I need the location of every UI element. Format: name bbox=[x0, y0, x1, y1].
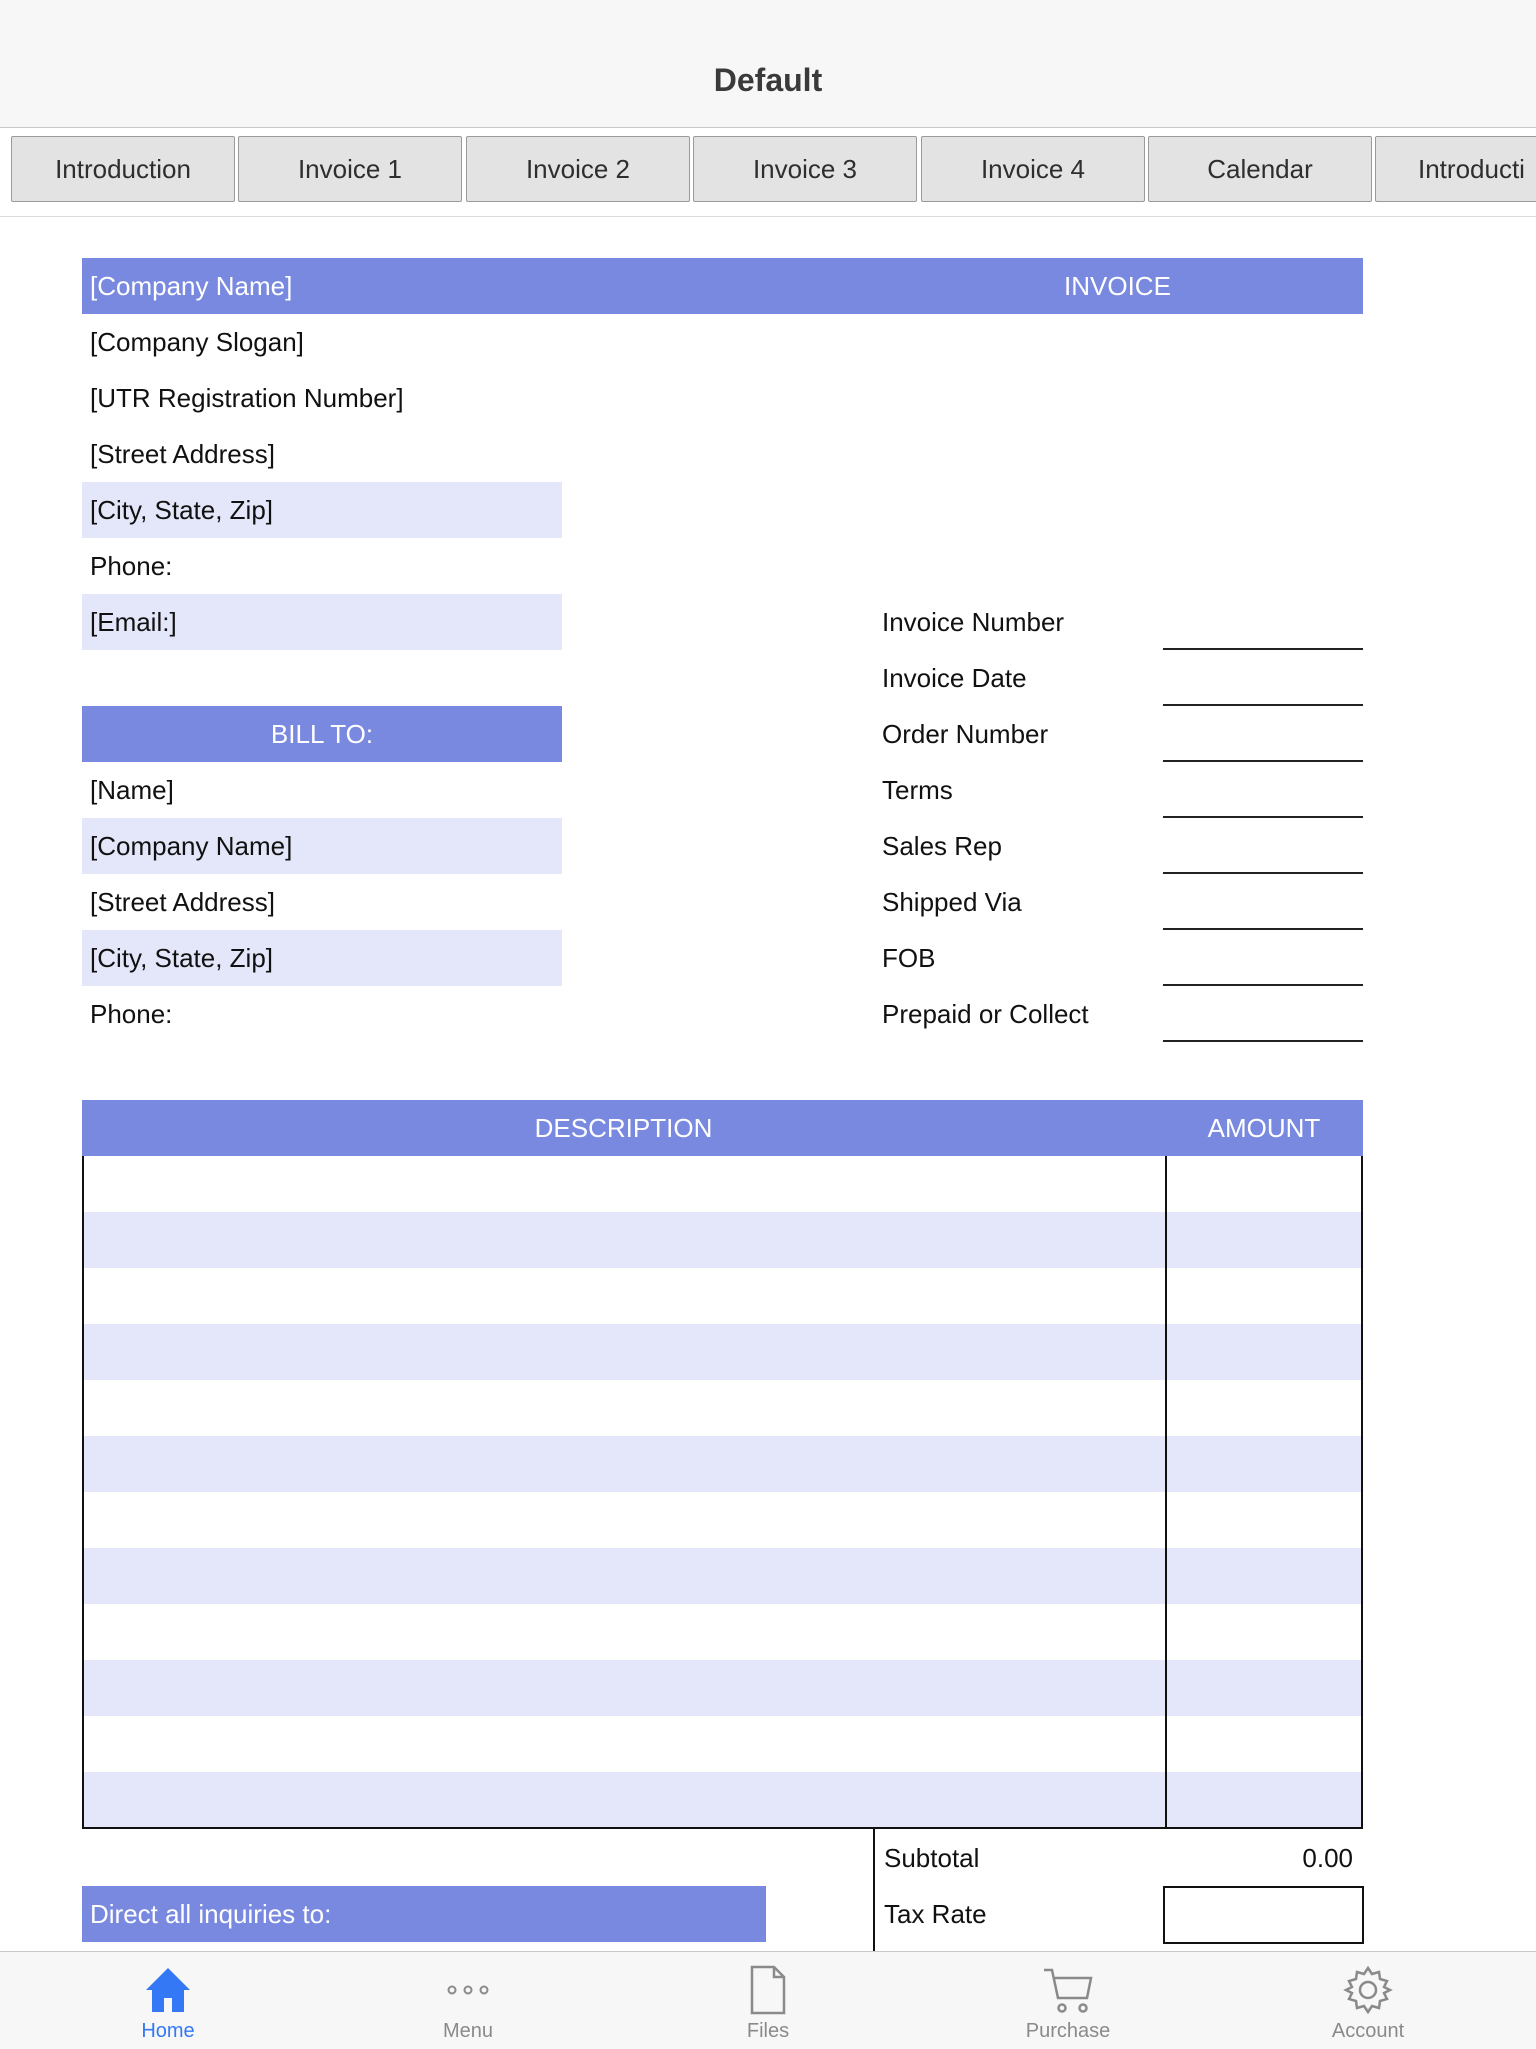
shipped-via-label: Shipped Via bbox=[882, 886, 1022, 917]
terms-field[interactable] bbox=[1163, 816, 1363, 818]
amount-header: AMOUNT bbox=[1207, 1112, 1321, 1143]
company-utr[interactable]: [UTR Registration Number] bbox=[90, 382, 404, 413]
document-title: Default bbox=[713, 62, 823, 98]
nav-menu[interactable] bbox=[318, 1952, 618, 2049]
invoice-sheet bbox=[0, 217, 1536, 1951]
table-row[interactable] bbox=[84, 1548, 1361, 1604]
company-header-band[interactable] bbox=[82, 258, 1363, 314]
sales-rep-label: Sales Rep bbox=[882, 830, 1002, 861]
items-table-header bbox=[82, 1100, 1363, 1156]
terms-label: Terms bbox=[882, 774, 953, 805]
nav-files[interactable] bbox=[618, 1952, 918, 2049]
subtotal-label: Subtotal bbox=[884, 1842, 980, 1873]
table-row[interactable] bbox=[84, 1660, 1361, 1716]
shipped-via-field[interactable] bbox=[1163, 928, 1363, 930]
home-icon bbox=[142, 1962, 194, 2018]
more-dots-icon bbox=[442, 1962, 494, 2018]
company-phone[interactable]: Phone: bbox=[90, 550, 173, 581]
bill-to-phone[interactable]: Phone: bbox=[90, 998, 173, 1029]
company-email[interactable]: [Email:] bbox=[82, 594, 562, 650]
company-city[interactable]: [City, State, Zip] bbox=[82, 482, 562, 538]
invoice-number-field[interactable] bbox=[1163, 648, 1363, 650]
tab-invoice-4[interactable]: Invoice 4 bbox=[921, 136, 1145, 202]
tax-rate-label: Tax Rate bbox=[884, 1898, 987, 1929]
bill-to-header: BILL TO: bbox=[82, 706, 562, 762]
nav-home-label: Home bbox=[141, 2020, 195, 2042]
bill-to-name[interactable]: [Name] bbox=[90, 774, 174, 805]
table-row[interactable] bbox=[84, 1212, 1361, 1268]
invoice-title: INVOICE bbox=[1064, 270, 1171, 301]
fob-label: FOB bbox=[882, 942, 936, 973]
fob-field[interactable] bbox=[1163, 984, 1363, 986]
table-row[interactable] bbox=[84, 1772, 1361, 1828]
bill-to-company[interactable]: [Company Name] bbox=[82, 818, 562, 874]
nav-purchase[interactable] bbox=[918, 1952, 1218, 2049]
prepaid-or-collect-label: Prepaid or Collect bbox=[882, 998, 1089, 1029]
tax-rate-input[interactable] bbox=[1163, 1886, 1364, 1944]
bill-to-city[interactable]: [City, State, Zip] bbox=[82, 930, 562, 986]
nav-files-label: Files bbox=[746, 2020, 790, 2042]
file-icon bbox=[746, 1962, 790, 2018]
nav-home[interactable] bbox=[18, 1952, 318, 2049]
tab-introduction[interactable]: Introduction bbox=[11, 136, 235, 202]
order-number-field[interactable] bbox=[1163, 760, 1363, 762]
items-table[interactable] bbox=[82, 1156, 1363, 1829]
company-slogan[interactable]: [Company Slogan] bbox=[90, 326, 304, 357]
description-header: DESCRIPTION bbox=[534, 1112, 713, 1143]
nav-purchase-label: Purchase bbox=[1025, 2020, 1111, 2042]
invoice-number-label: Invoice Number bbox=[882, 606, 1065, 637]
company-name: [Company Name] bbox=[90, 270, 293, 301]
invoice-date-label: Invoice Date bbox=[882, 662, 1027, 693]
subtotal-value: 0.00 bbox=[1302, 1842, 1353, 1873]
bill-to-street[interactable]: [Street Address] bbox=[90, 886, 275, 917]
cart-icon bbox=[1041, 1962, 1095, 2018]
table-row[interactable] bbox=[84, 1324, 1361, 1380]
table-row[interactable] bbox=[84, 1436, 1361, 1492]
inquiries-band[interactable]: Direct all inquiries to: bbox=[82, 1886, 766, 1942]
company-street[interactable]: [Street Address] bbox=[90, 438, 275, 469]
tab-invoice-1[interactable]: Invoice 1 bbox=[238, 136, 462, 202]
order-number-label: Order Number bbox=[882, 718, 1049, 749]
nav-account-label: Account bbox=[1331, 2020, 1405, 2042]
invoice-date-field[interactable] bbox=[1163, 704, 1363, 706]
tab-invoice-2[interactable]: Invoice 2 bbox=[466, 136, 690, 202]
prepaid-or-collect-field[interactable] bbox=[1163, 1040, 1363, 1042]
tab-introduction-2[interactable]: Introducti bbox=[1375, 136, 1536, 202]
column-divider bbox=[1165, 1156, 1167, 1827]
sales-rep-field[interactable] bbox=[1163, 872, 1363, 874]
totals-divider bbox=[873, 1829, 875, 1951]
tab-invoice-3[interactable]: Invoice 3 bbox=[693, 136, 917, 202]
nav-menu-label: Menu bbox=[442, 2020, 494, 2042]
bottom-tab-bar bbox=[0, 1951, 1536, 2049]
top-navigation-bar bbox=[0, 0, 1536, 128]
gear-icon bbox=[1342, 1962, 1394, 2018]
sheet-tabs bbox=[0, 128, 1536, 217]
tab-calendar[interactable]: Calendar bbox=[1148, 136, 1372, 202]
nav-account[interactable] bbox=[1218, 1952, 1518, 2049]
